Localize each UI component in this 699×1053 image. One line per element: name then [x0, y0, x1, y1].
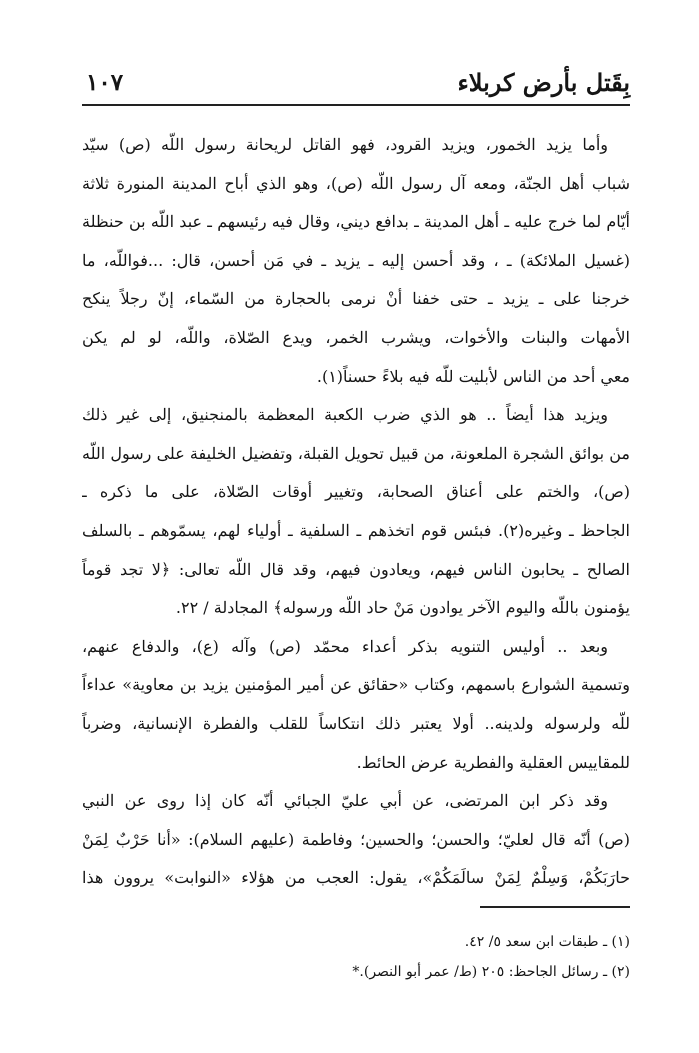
page-number: ١٠٧: [86, 69, 124, 96]
text-line: الأمهات والبنات والأخوات، ويشرب الخمر، ويدع الصّلاة، واللّه، لو لم يكن: [82, 327, 630, 347]
main-text: [82, 126, 630, 898]
text-line: الجاحظ ـ وغيره(٢). فبئس قوم اتخذهم ـ السلفية ـ أولياء لهم، يسمّوهم ـ بالسلف: [82, 520, 630, 540]
footnote-1: (١) ـ طبقات ابن سعد ٥/ ٤٢.: [464, 934, 630, 950]
text-line: معي أحد من الناس لأبليت للّه فيه بلاءً حسناً(١).: [316, 366, 630, 386]
text-line: وبعد .. أوليس التنويه بذكر أعداء محمّد (ص) وآله (ع)، والدفاع عنهم،: [82, 636, 609, 656]
footnotes: [82, 928, 630, 988]
text-line: يؤمنون باللّه واليوم الآخر يوادون مَنْ حاد اللّه ورسوله﴾ المجادلة / ٢٢.: [175, 598, 630, 618]
text-line: (ص) أنّه قال لعليّ؛ والحسن؛ والحسين؛ وفاطمة (عليهم السلام): «أنا حَرْبٌ لِمَنْ: [82, 829, 630, 849]
running-title: بِقَتل بأرض كربلاء: [457, 68, 630, 97]
text-line: (غسيل الملائكة) ـ ، وقد أحسن إليه ـ يزيد ـ في مَن أحسن، قال: ...فواللّه، ما: [82, 250, 630, 270]
text-line: حارَبَكُمْ، وَسِلْمٌ لِمَنْ سالَمَكُمْ»، يقول: العجب من هؤلاء «النوابت» يروون هذا: [82, 868, 630, 888]
text-line: ويزيد هذا أيضاً .. هو الذي ضرب الكعبة المعظمة بالمنجنيق، إلى غير ذلك: [82, 405, 608, 425]
footnote-2: (٢) ـ رسائل الجاحظ: ٢٠٥ (ط/ عمر أبو النصر).*: [352, 964, 630, 980]
text-line: وقد ذكر ابن المرتضى، عن أبي عليّ الجبائي أنّه كان إذا روى عن النبي: [82, 791, 609, 811]
text-line: (ص)، والختم على أعناق الصحابة، وتغيير أوقات الصّلاة، على ما ذكره ـ: [82, 482, 630, 502]
text-line: شباب أهل الجنّة، ومعه آل رسول اللّه (ص)، وهو الذي أباح المدينة المنورة ثلاثة: [82, 173, 630, 193]
text-line: خرجنا على ـ يزيد ـ حتى خفنا أنْ نرمى بالحجارة من السّماء، إنّ رجلاً ينكح: [82, 289, 630, 309]
text-line: من بوائق الشجرة الملعونة، من قبيل تحويل القبلة، وتفضيل الخليفة على رسول اللّه: [82, 443, 630, 463]
running-header: [82, 66, 630, 104]
text-line: الصالح ـ يحابون الناس فيهم، ويعادون فيهم، وقد قال اللّه تعالى: ﴿لا تجد قوماً: [82, 559, 630, 579]
header-divider: [82, 104, 630, 106]
text-line: للمقاييس العقلية والفطرية عرض الحائط.: [356, 752, 630, 772]
text-line: أيّام لما خرج عليه ـ أهل المدينة ـ بدافع ديني، وقال فيه رئيسهم ـ عبد اللّه بن حنظلة: [82, 212, 630, 232]
text-line: للّه ولرسوله ولدينه.. أولا يعتبر ذلك انتكاساً للقلب والفطرة الإنسانية، وضرباً: [82, 713, 630, 733]
footnote-divider: [480, 906, 630, 908]
text-line: وتسمية الشوارع باسمهم، وكتاب «حقائق عن أمير المؤمنين يزيد بن معاوية» عداءاً: [82, 675, 630, 695]
text-line: وأما يزيد الخمور، ويزيد القرود، فهو القاتل لريحانة رسول اللّه (ص) سيّد: [82, 135, 608, 154]
